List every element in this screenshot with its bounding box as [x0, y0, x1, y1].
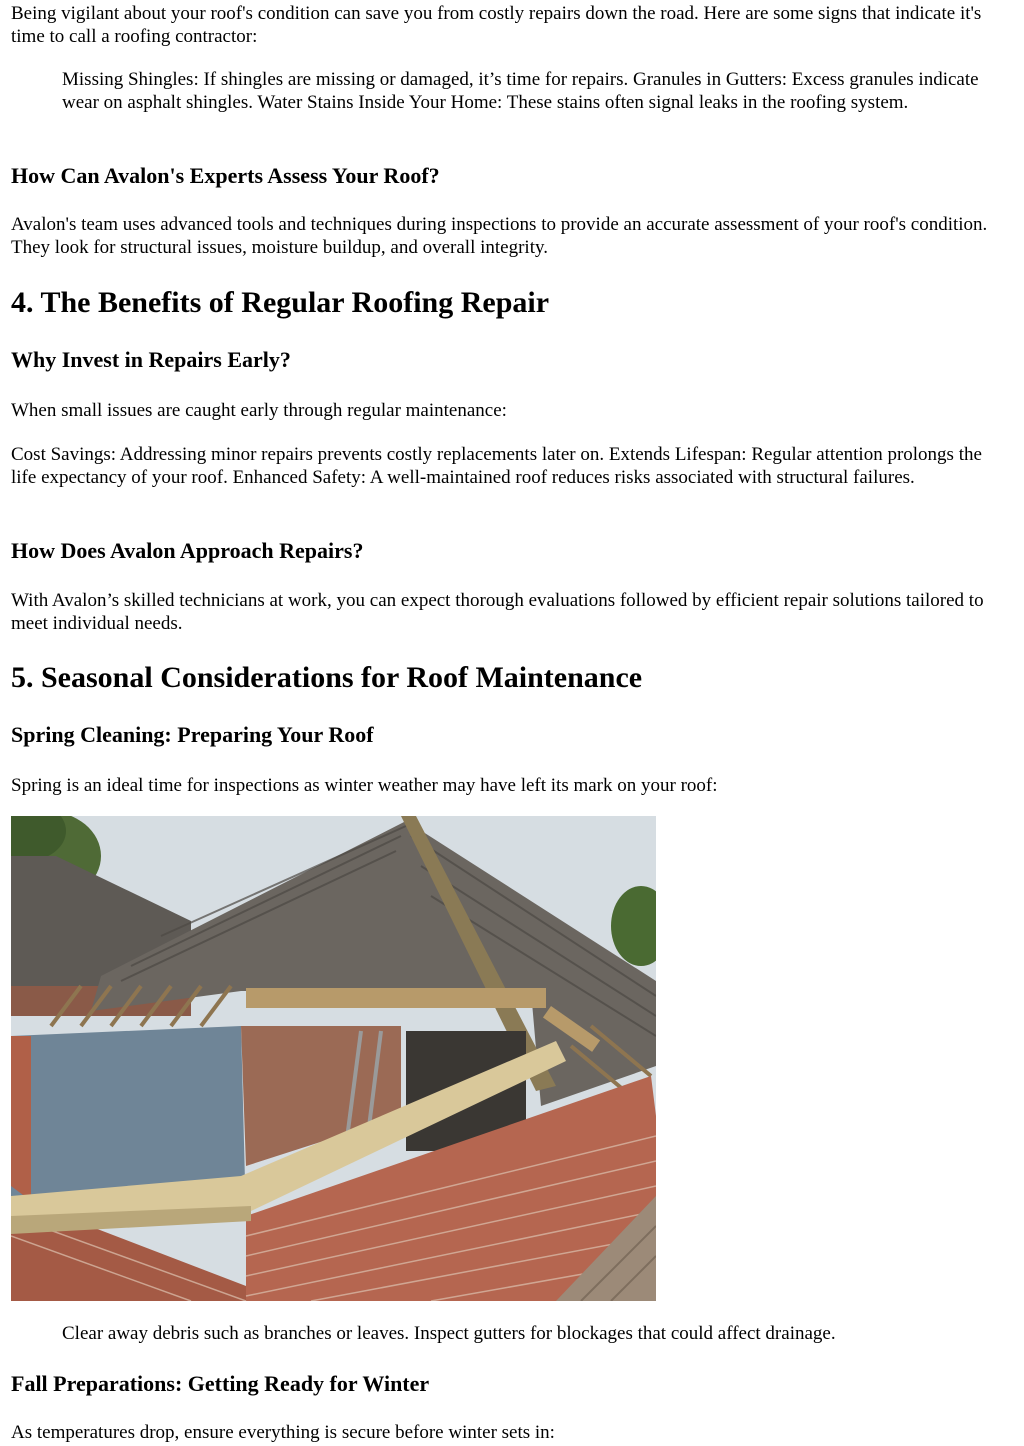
intro-paragraph: Being vigilant about your roof's condition can save you from costly repairs down the road. Here are some signs that indicate it's time to call a roofing contractor:: [11, 3, 982, 47]
heading-fall: Fall Preparations: Getting Ready for Winter: [11, 1371, 430, 1396]
approach-paragraph: With Avalon’s skilled technicians at work, you can expect thorough evaluations followed by efficient repair solutions tailored to meet individual needs.: [11, 590, 984, 634]
heading-invest: Why Invest in Repairs Early?: [11, 347, 291, 372]
signs-list: Missing Shingles: If shingles are missing or damaged, it’s time for repairs. Granules in Gutters: Excess granules indicate wear on asphalt shingles. Water Stains Inside Your Home: These stains often signal leaks in the roofing system.: [62, 69, 979, 113]
fall-paragraph: As temperatures drop, ensure everything is secure before winter sets in:: [11, 1422, 555, 1443]
roof-repair-photo: [11, 816, 656, 1301]
heading-benefits: 4. The Benefits of Regular Roofing Repair: [11, 286, 550, 319]
benefits-list-paragraph: Cost Savings: Addressing minor repairs prevents costly replacements later on. Extends Lifespan: Regular attention prolongs the life expectancy of your roof. Enhanced Safety: A well-maintained roof reduces risks associated with structural failures.: [11, 444, 982, 488]
roof-photo-illustration: [11, 816, 656, 1301]
assess-paragraph: Avalon's team uses advanced tools and techniques during inspections to provide an accurate assessment of your roof's condition. They look for structural issues, moisture buildup, and overall integrity.: [11, 214, 988, 258]
heading-approach: How Does Avalon Approach Repairs?: [11, 538, 364, 563]
heading-seasonal: 5. Seasonal Considerations for Roof Maintenance: [11, 661, 643, 694]
heading-spring: Spring Cleaning: Preparing Your Roof: [11, 722, 374, 747]
heading-assess: How Can Avalon's Experts Assess Your Roof?: [11, 163, 440, 188]
spring-paragraph: Spring is an ideal time for inspections as winter weather may have left its mark on your roof:: [11, 775, 718, 796]
invest-paragraph: When small issues are caught early through regular maintenance:: [11, 400, 507, 421]
spring-list: Clear away debris such as branches or leaves. Inspect gutters for blockages that could affect drainage.: [62, 1323, 836, 1344]
